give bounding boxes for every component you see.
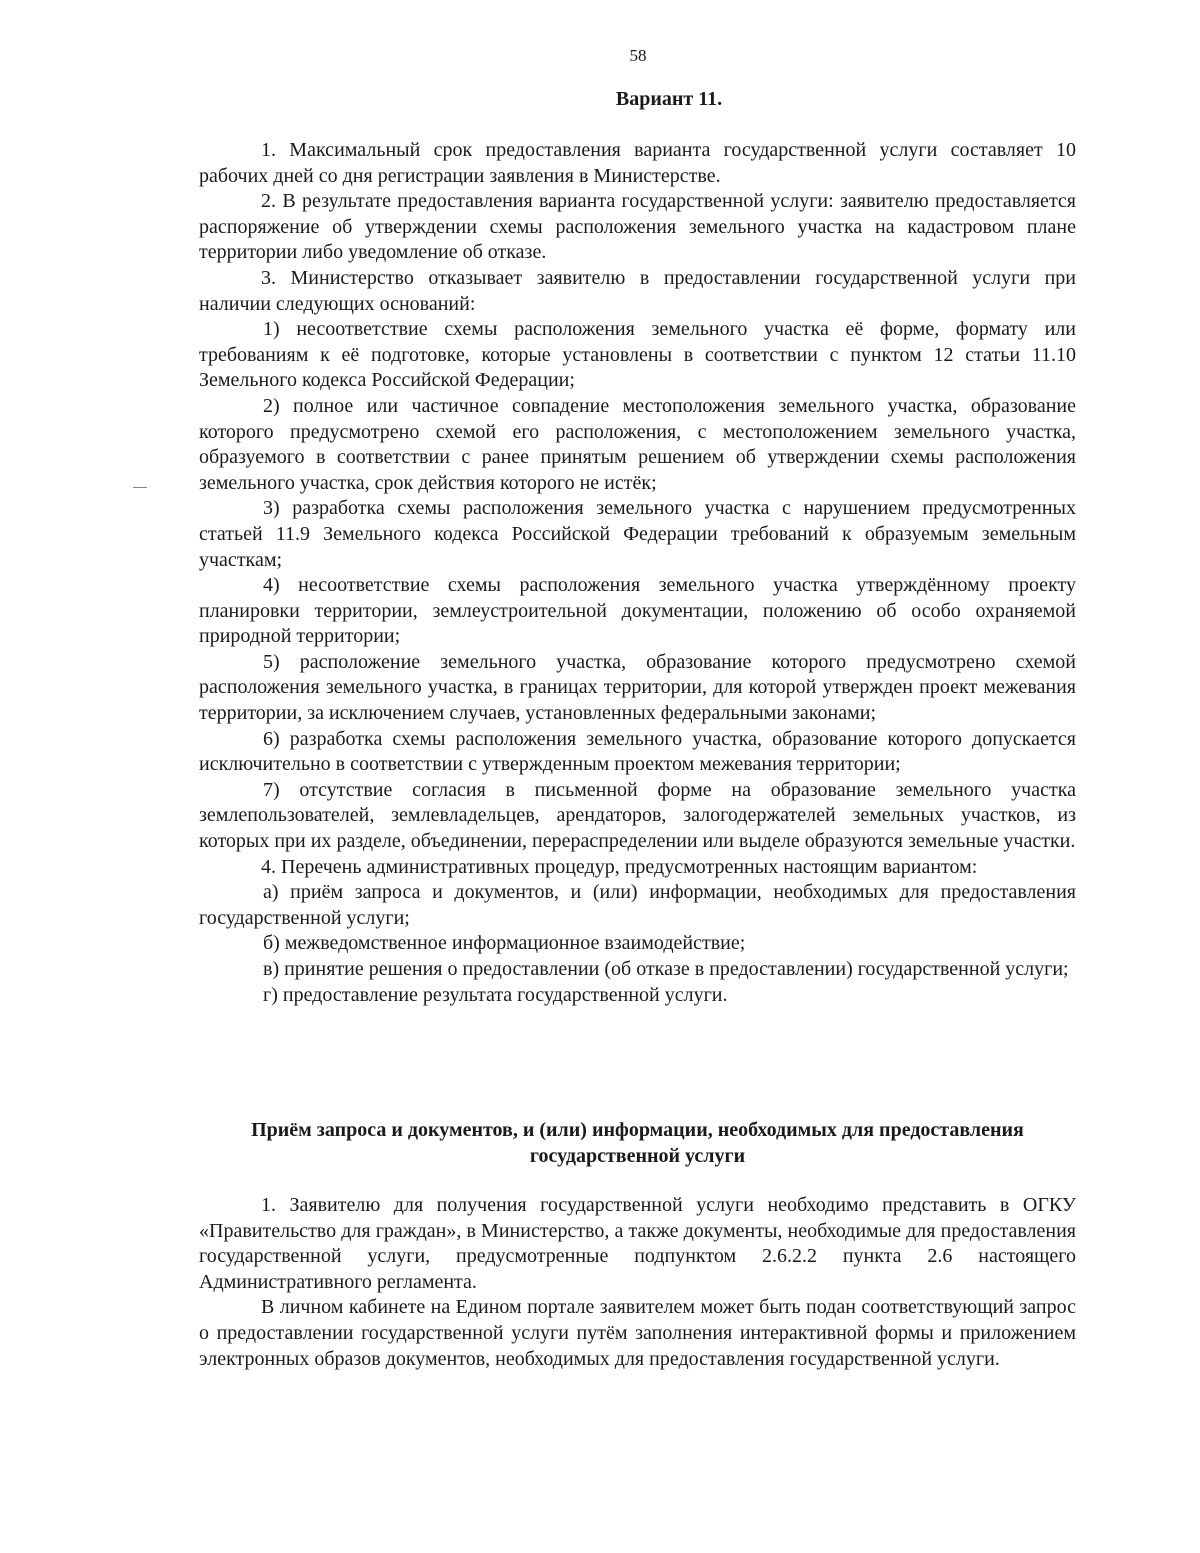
page-number: 58 <box>629 46 647 65</box>
section-paragraph-2: В личном кабинете на Едином портале заявителем может быть подан соответствующий запрос о предоставлении государственной услуги путём заполнения интерактивной формы и приложением электронных образов документов, необходимых для предоставления государственной услуги. <box>199 1296 1076 1370</box>
margin-mark <box>133 487 147 488</box>
procedure-a: а) приём запроса и документов, и (или) информации, необходимых для предоставления государственной услуги; <box>199 881 1076 929</box>
paragraph-1: 1. Максимальный срок предоставления варианта государственной услуги составляет 10 рабочих дней со дня регистрации заявления в Министерстве. <box>199 139 1076 187</box>
variant-title: Вариант 11. <box>615 88 723 110</box>
ground-4: 4) несоответствие схемы расположения земельного участка утверждённому проекту планировки территории, землеустроительной документации, положению об особо охраняемой природной территории; <box>199 574 1076 648</box>
section-paragraph-1: 1. Заявителю для получения государственной услуги необходимо представить в ОГКУ «Правительство для граждан», в Министерство, а также документы, необходимые для предоставления государственной услуги, предусмотренные подпунктом 2.6.2.2 пункта 2.6 настоящего Административного регламента. <box>199 1194 1076 1293</box>
body-text <box>199 138 1076 1008</box>
procedure-g: г) предоставление результата государственной услуги. <box>263 983 728 1006</box>
procedure-b: б) межведомственное информационное взаимодействие; <box>263 932 746 955</box>
ground-2: 2) полное или частичное совпадение местоположения земельного участка, образование которого предусмотрено схемой его расположения, с местоположением земельного участка, образуемого в соответствии с ранее принятым решением об утверждении схемы расположения земельного участка, срок действия которого не истёк; <box>199 394 1076 494</box>
ground-1: 1) несоответствие схемы расположения земельного участка её форме, формату или требованиям к её подготовке, которые установлены в соответствии с пунктом 12 статьи 11.10 Земельного кодекса Российской Федерации; <box>199 318 1076 392</box>
paragraph-3: 3. Министерство отказывает заявителю в предоставлении государственной услуги при наличии следующих оснований: <box>199 266 1076 315</box>
section-heading: Приём запроса и документов, и (или) информации, необходимых для предоставления государственной услуги <box>251 1119 1024 1167</box>
section-text <box>199 1193 1076 1372</box>
ground-6: 6) разработка схемы расположения земельного участка, образование которого допускается исключительно в соответствии с утвержденным проектом межевания территории; <box>199 727 1076 776</box>
procedure-v: в) принятие решения о предоставлении (об отказе в предоставлении) государственной услуги; <box>263 958 1069 980</box>
paragraph-2: 2. В результате предоставления варианта государственной услуги: заявителю предоставляется распоряжение об утверждении схемы расположения земельного участка на кадастровом плане территории либо уведомление об отказе. <box>199 190 1076 264</box>
ground-7: 7) отсутствие согласия в письменной форме на образование земельного участка землепользователей, землевладельцев, арендаторов, залогодержателей земельных участков, из которых при их разделе, объединении, перераспределении или выделе образуются земельные участки. <box>199 778 1076 853</box>
paragraph-4: 4. Перечень административных процедур, предусмотренных настоящим вариантом: <box>261 855 978 878</box>
ground-5: 5) расположение земельного участка, образование которого предусмотрено схемой расположения земельного участка, в границах территории, для которой утвержден проект межевания территории, за исключением случаев, установленных федеральными законами; <box>199 650 1076 725</box>
ground-3: 3) разработка схемы расположения земельного участка с нарушением предусмотренных статьей 11.9 Земельного кодекса Российской Федерации требований к образуемым земельным участкам; <box>199 497 1076 571</box>
